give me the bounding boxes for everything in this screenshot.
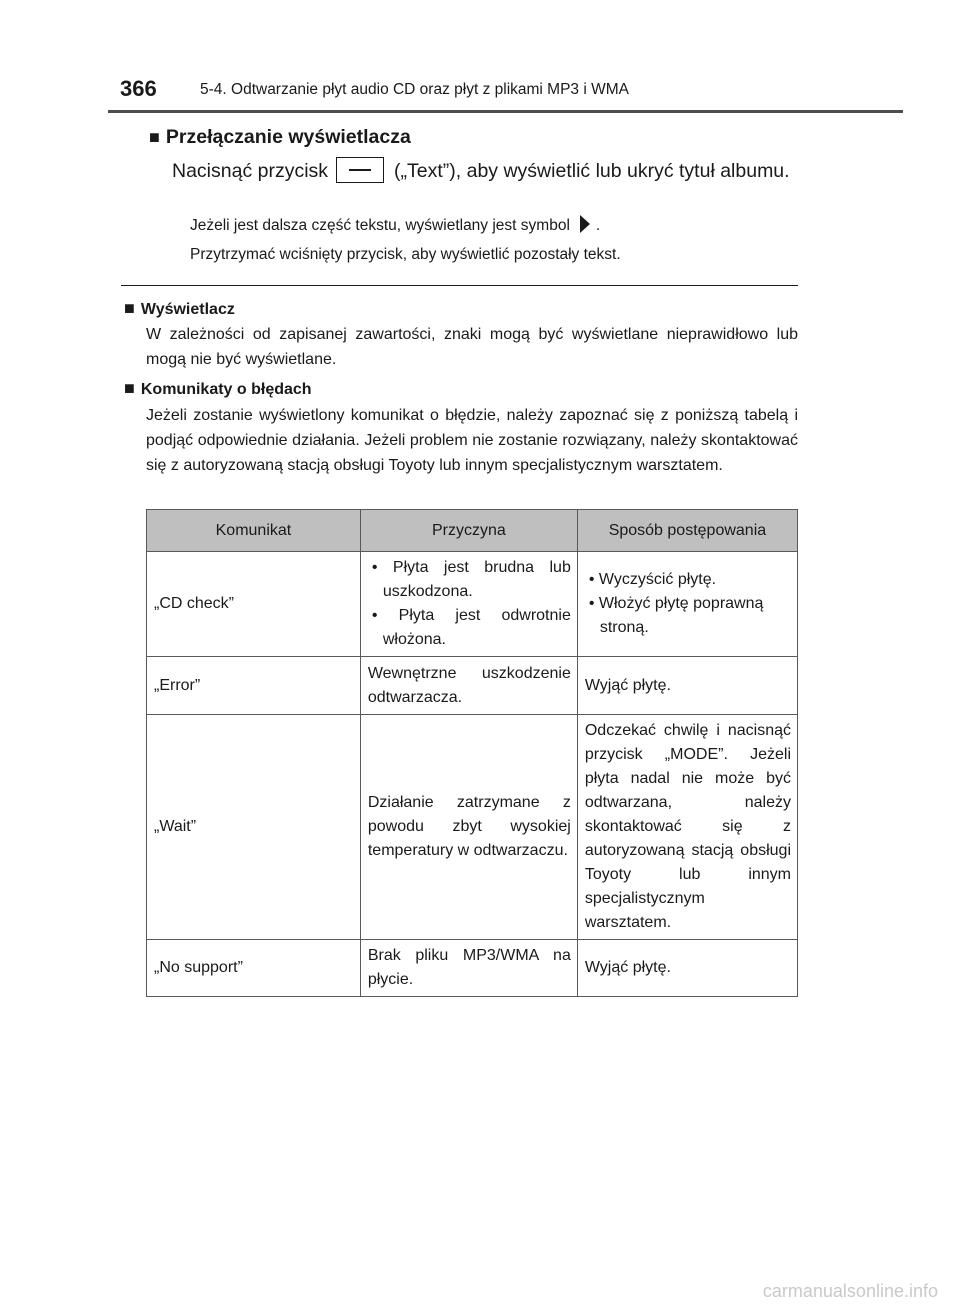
section-title-text: Przełączanie wyświetlacza bbox=[165, 126, 411, 148]
instruction-after: („Text”), aby wyświetlić lub ukryć tytuł albumu. bbox=[394, 160, 790, 182]
note-more-text bbox=[190, 215, 600, 235]
cause-item: • Płyta jest odwrotnie włożona. bbox=[371, 607, 571, 648]
instruction-before: Nacisnąć przycisk bbox=[172, 160, 329, 182]
section-title bbox=[149, 126, 411, 149]
square-bullet-icon: ■ bbox=[124, 378, 135, 398]
action-cell: Wyjąć płytę. bbox=[577, 657, 797, 715]
display-text: W zależności od zapisanej zawartości, znaki mogą być wyświetlane nieprawidłowo lub mogą nie być wyświetlane. bbox=[146, 326, 798, 368]
display-subtitle bbox=[124, 298, 235, 319]
errors-subtitle-text: Komunikaty o błędach bbox=[140, 381, 312, 398]
message-cell: „Wait” bbox=[147, 715, 361, 940]
section-divider bbox=[121, 285, 798, 286]
cause-cell: Działanie zatrzymane z powodu zbyt wysokiej temperatury w odtwarzaczu. bbox=[360, 715, 577, 940]
message-cell: „CD check” bbox=[147, 552, 361, 657]
error-messages-table bbox=[146, 509, 798, 997]
table-row bbox=[147, 657, 798, 715]
note1-before: Jeżeli jest dalsza część tekstu, wyświetlany jest symbol bbox=[190, 217, 570, 234]
square-bullet-icon: ■ bbox=[124, 298, 135, 318]
action-item: • Wyczyścić płytę. bbox=[588, 571, 717, 588]
note1-after: . bbox=[595, 217, 601, 234]
instruction-paragraph bbox=[172, 156, 798, 186]
header-action: Sposób postępowania bbox=[577, 510, 797, 552]
cause-item: • Płyta jest brudna lub uszkodzona. bbox=[371, 559, 571, 600]
table-row bbox=[147, 715, 798, 940]
table-row bbox=[147, 940, 798, 997]
watermark: carmanualsonline.info bbox=[762, 1281, 938, 1301]
table-row bbox=[147, 552, 798, 657]
message-cell: „No support” bbox=[147, 940, 361, 997]
table-header-row bbox=[147, 510, 798, 552]
action-item: • Włożyć płytę poprawną stroną. bbox=[588, 595, 764, 636]
header-cause: Przyczyna bbox=[360, 510, 577, 552]
chapter-title: 5-4. Odtwarzanie płyt audio CD oraz płyt z plikami MP3 i WMA bbox=[200, 81, 629, 98]
more-text-arrow-icon bbox=[580, 215, 590, 233]
action-cell bbox=[577, 552, 797, 657]
action-cell: Odczekać chwilę i nacisnąć przycisk „MODE”. Jeżeli płyta nadal nie może być odtwarzana, należy skontaktować się z autoryzowaną stacją obsługi Toyoty lub innym specjalistycznym warsztatem. bbox=[577, 715, 797, 940]
note-hold-button: Przytrzymać wciśnięty przycisk, aby wyświetlić pozostały tekst. bbox=[190, 246, 621, 263]
message-cell: „Error” bbox=[147, 657, 361, 715]
header-rule bbox=[108, 110, 903, 113]
display-subtitle-text: Wyświetlacz bbox=[140, 301, 235, 318]
cause-cell bbox=[360, 552, 577, 657]
text-key-icon bbox=[336, 157, 384, 183]
square-bullet-icon: ■ bbox=[149, 127, 160, 147]
errors-subtitle bbox=[124, 378, 312, 399]
action-cell: Wyjąć płytę. bbox=[577, 940, 797, 997]
errors-text: Jeżeli zostanie wyświetlony komunikat o błędzie, należy zapoznać się z poniższą tabelą i podjąć odpowiednie działania. Jeżeli problem nie zostanie rozwiązany, należy skontaktować się z autoryzowaną stacją obsługi Toyoty lub innym specjalistycznym warsztatem. bbox=[146, 407, 798, 474]
page-header bbox=[120, 76, 820, 106]
page-number: 366 bbox=[120, 76, 157, 101]
cause-cell: Brak pliku MP3/WMA na płycie. bbox=[360, 940, 577, 997]
cause-cell: Wewnętrzne uszkodzenie odtwarzacza. bbox=[360, 657, 577, 715]
header-message: Komunikat bbox=[147, 510, 361, 552]
